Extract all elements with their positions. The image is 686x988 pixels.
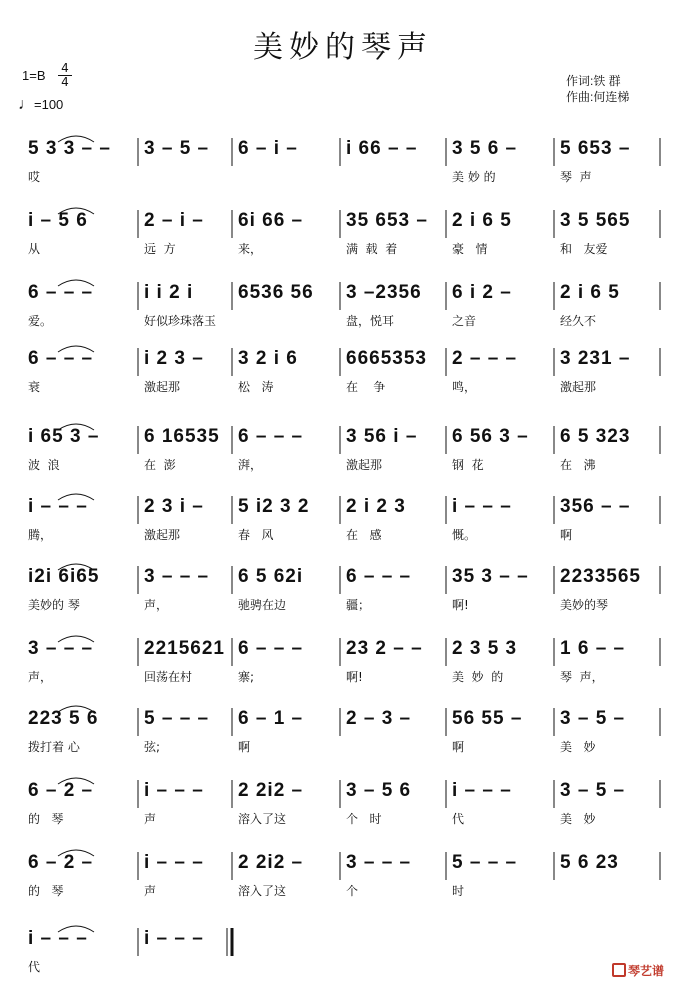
lyrics-line [28,168,668,184]
measure: 3 – – – [346,852,412,873]
notes-line [28,852,668,878]
lyrics-line [28,810,668,826]
measure: 6536 56 [238,282,314,303]
staff-row [0,556,686,626]
lyric-segment: 回荡在村 [144,670,193,684]
measure: i – – – [452,780,512,801]
measure: i – – – [452,496,512,517]
measure: i – – – [144,852,204,873]
lyric-segment: 声， [28,670,53,684]
measure: 23 2 – – [346,638,423,659]
staff-row [0,770,686,840]
measure: 356 – – [560,496,631,517]
lyrics-line [28,738,668,754]
lyrics-line [28,240,668,256]
measure: 6 5 62i [238,566,304,587]
lyric-segment: 在 争 [346,380,386,394]
lyrics-line [28,882,668,898]
measure: i – – – [28,928,88,949]
lyric-segment: 溶入了这 [238,884,287,898]
notes-line [28,210,668,236]
lyric-segment: 的 琴 [28,812,64,826]
measure: 2 i 2 3 [346,496,406,517]
lyric-segment: 个 [346,884,359,898]
measure: 3 –2356 [346,282,422,303]
lyric-segment: 溶入了这 [238,812,287,826]
lyric-segment: 哎 [28,170,41,184]
lyric-segment: 在 沸 [560,458,596,472]
lyric-segment: 腾， [28,528,53,542]
measure: 2233565 [560,566,641,587]
lyric-segment: 经久不 [560,314,597,328]
time-signature [58,62,72,89]
measure: 5 653 – [560,138,631,159]
lyric-segment: 啊! [346,670,363,684]
measure: i 65 3 – [28,426,100,447]
lyric-segment: 声 [144,812,157,826]
time-signature-bottom: 4 [58,75,72,89]
lyric-segment: 拨打着 心 [28,740,80,754]
lyric-segment: 美 妙 的 [452,170,496,184]
watermark-logo [612,962,664,979]
measure: i – – – [144,780,204,801]
measure: 35 3 – – [452,566,529,587]
tempo-value: =100 [34,97,64,112]
staff-row [0,128,686,198]
lyric-segment: 的 琴 [28,884,64,898]
quarter-note-icon: ♩ [18,96,34,113]
notes-line [28,282,668,308]
measure: 6 – – – [346,566,412,587]
measure: 6 – – – [238,426,304,447]
measure: 3 – 5 6 [346,780,412,801]
measure: 3 – 5 – [560,780,626,801]
lyric-segment: 美 妙 的 [452,670,504,684]
lyric-segment: 驰骋在边 [238,598,287,612]
lyric-segment: 豪 情 [452,242,488,256]
lyric-segment: 远 方 [144,242,176,256]
measure: i 66 – – [346,138,418,159]
lyrics-line [28,668,668,684]
measure: 6 – 1 – [238,708,304,729]
lyric-segment: 湃， [238,458,263,472]
lyric-segment: 从 [28,242,41,256]
measure: 3 5 565 [560,210,631,231]
notes-line [28,708,668,734]
measure: 3 56 i – [346,426,418,447]
staff-row [0,486,686,556]
staff-row [0,628,686,698]
tempo-marking [18,96,63,114]
measure: 5 – – – [452,852,518,873]
lyric-segment: 时 [452,884,465,898]
measure: 6i 66 – [238,210,304,231]
lyric-segment: 波 浪 [28,458,60,472]
logo-icon [612,963,626,977]
lyrics-line [28,378,668,394]
lyric-segment: 琴 声 [560,170,592,184]
lyric-segment: 激起那 [144,380,181,394]
measure: 6 – 2 – [28,780,94,801]
measure: 6 – – – [28,348,94,369]
notes-line [28,496,668,522]
measure: 2 – – – [452,348,518,369]
lyric-segment: 声， [144,598,169,612]
lyricist-credit: 作词:铁 群 [566,74,621,88]
measure: i – 5 6 [28,210,88,231]
staff-row [0,698,686,768]
lyric-segment: 满 载 着 [346,242,398,256]
measure: i – – – [144,928,204,949]
measure: 3 – – – [28,638,94,659]
lyric-segment: 爱。 [28,314,53,328]
lyric-segment: 来， [238,242,263,256]
measure: 3 231 – [560,348,631,369]
lyric-segment: 啊! [452,598,469,612]
staff-row [0,918,686,988]
lyric-segment: 啊 [238,740,251,754]
watermark-text: 琴艺谱 [628,964,665,978]
measure: i2i 6i65 [28,566,100,587]
measure: 2 – 3 – [346,708,412,729]
measure: 223 5 6 [28,708,99,729]
lyric-segment: 美妙的 琴 [28,598,80,612]
measure: 2 2i2 – [238,780,304,801]
measure: 3 5 6 – [452,138,518,159]
measure: 6 – – – [238,638,304,659]
measure: 2 3 5 3 [452,638,518,659]
staff-row [0,272,686,342]
lyric-segment: 松 涛 [238,380,274,394]
notes-line [28,348,668,374]
lyric-segment: 疆； [346,598,371,612]
measure: 3 – 5 – [560,708,626,729]
measure: 6 – i – [238,138,298,159]
lyrics-line [28,312,668,328]
staff-row [0,200,686,270]
measure: 3 – – – [144,566,210,587]
lyric-segment: 美妙的琴 [560,598,609,612]
measure: 35 653 – [346,210,428,231]
measure: 2 3 i – [144,496,204,517]
lyric-segment: 春 风 [238,528,274,542]
lyrics-line [28,596,668,612]
measure: 6 5 323 [560,426,631,447]
measure: i i 2 i [144,282,194,303]
measure: i – – – [28,496,88,517]
measure: 56 55 – [452,708,523,729]
notes-line [28,780,668,806]
lyrics-line [28,456,668,472]
composer-credit: 作曲:何连梯 [566,90,630,104]
measure: 6 i 2 – [452,282,512,303]
lyric-segment: 盘，悦耳 [346,314,395,328]
lyric-segment: 个 时 [346,812,382,826]
measure: 2 – i – [144,210,204,231]
lyric-segment: 代 [28,960,41,974]
staff-row [0,842,686,912]
lyric-segment: 慨。 [452,528,477,542]
lyric-segment: 寨; [238,670,255,684]
lyric-segment: 啊 [452,740,465,754]
key-signature: 1=B [22,68,46,83]
lyric-segment: 钢 花 [452,458,484,472]
lyric-segment: 激起那 [346,458,383,472]
lyrics-line [28,526,668,542]
lyric-segment: 代 [452,812,465,826]
measure: 2 i 6 5 [452,210,512,231]
measure: 5 – – – [144,708,210,729]
measure: 6 – 2 – [28,852,94,873]
measure: 5 3 3 – – [28,138,111,159]
measure: 2 2i2 – [238,852,304,873]
lyric-segment: 在 感 [346,528,382,542]
lyric-segment: 激起那 [560,380,597,394]
lyrics-line [28,958,668,974]
staff-row [0,338,686,408]
notes-line [28,138,668,164]
measure: 5 i2 3 2 [238,496,310,517]
measure: 3 2 i 6 [238,348,298,369]
lyric-segment: 鸣， [452,380,477,394]
measure: 5 6 23 [560,852,619,873]
lyric-segment: 美 妙 [560,740,596,754]
measure: 6 – – – [28,282,94,303]
lyric-segment: 弦; [144,740,161,754]
notes-line [28,566,668,592]
time-signature-top: 4 [61,61,69,75]
measure: 6665353 [346,348,427,369]
lyric-segment: 衰 [28,380,41,394]
lyric-segment: 声 [144,884,157,898]
measure: 6 56 3 – [452,426,529,447]
lyric-segment: 美 妙 [560,812,596,826]
measure: 3 – 5 – [144,138,210,159]
lyric-segment: 琴 声， [560,670,604,684]
song-title: 美妙的琴声 [253,30,433,65]
lyric-segment: 激起那 [144,528,181,542]
measure: 1 6 – – [560,638,626,659]
staff-row [0,416,686,486]
lyric-segment: 之音 [452,314,477,328]
notes-line [28,638,668,664]
lyric-segment: 啊 [560,528,573,542]
notes-line [28,928,668,954]
lyric-segment: 好似珍珠落玉 [144,314,217,328]
lyric-segment: 和 友爱 [560,242,608,256]
measure: i 2 3 – [144,348,204,369]
lyric-segment: 在 澎 [144,458,176,472]
measure: 2 i 6 5 [560,282,620,303]
measure: 2215621 [144,638,225,659]
notes-line [28,426,668,452]
measure: 6 16535 [144,426,220,447]
